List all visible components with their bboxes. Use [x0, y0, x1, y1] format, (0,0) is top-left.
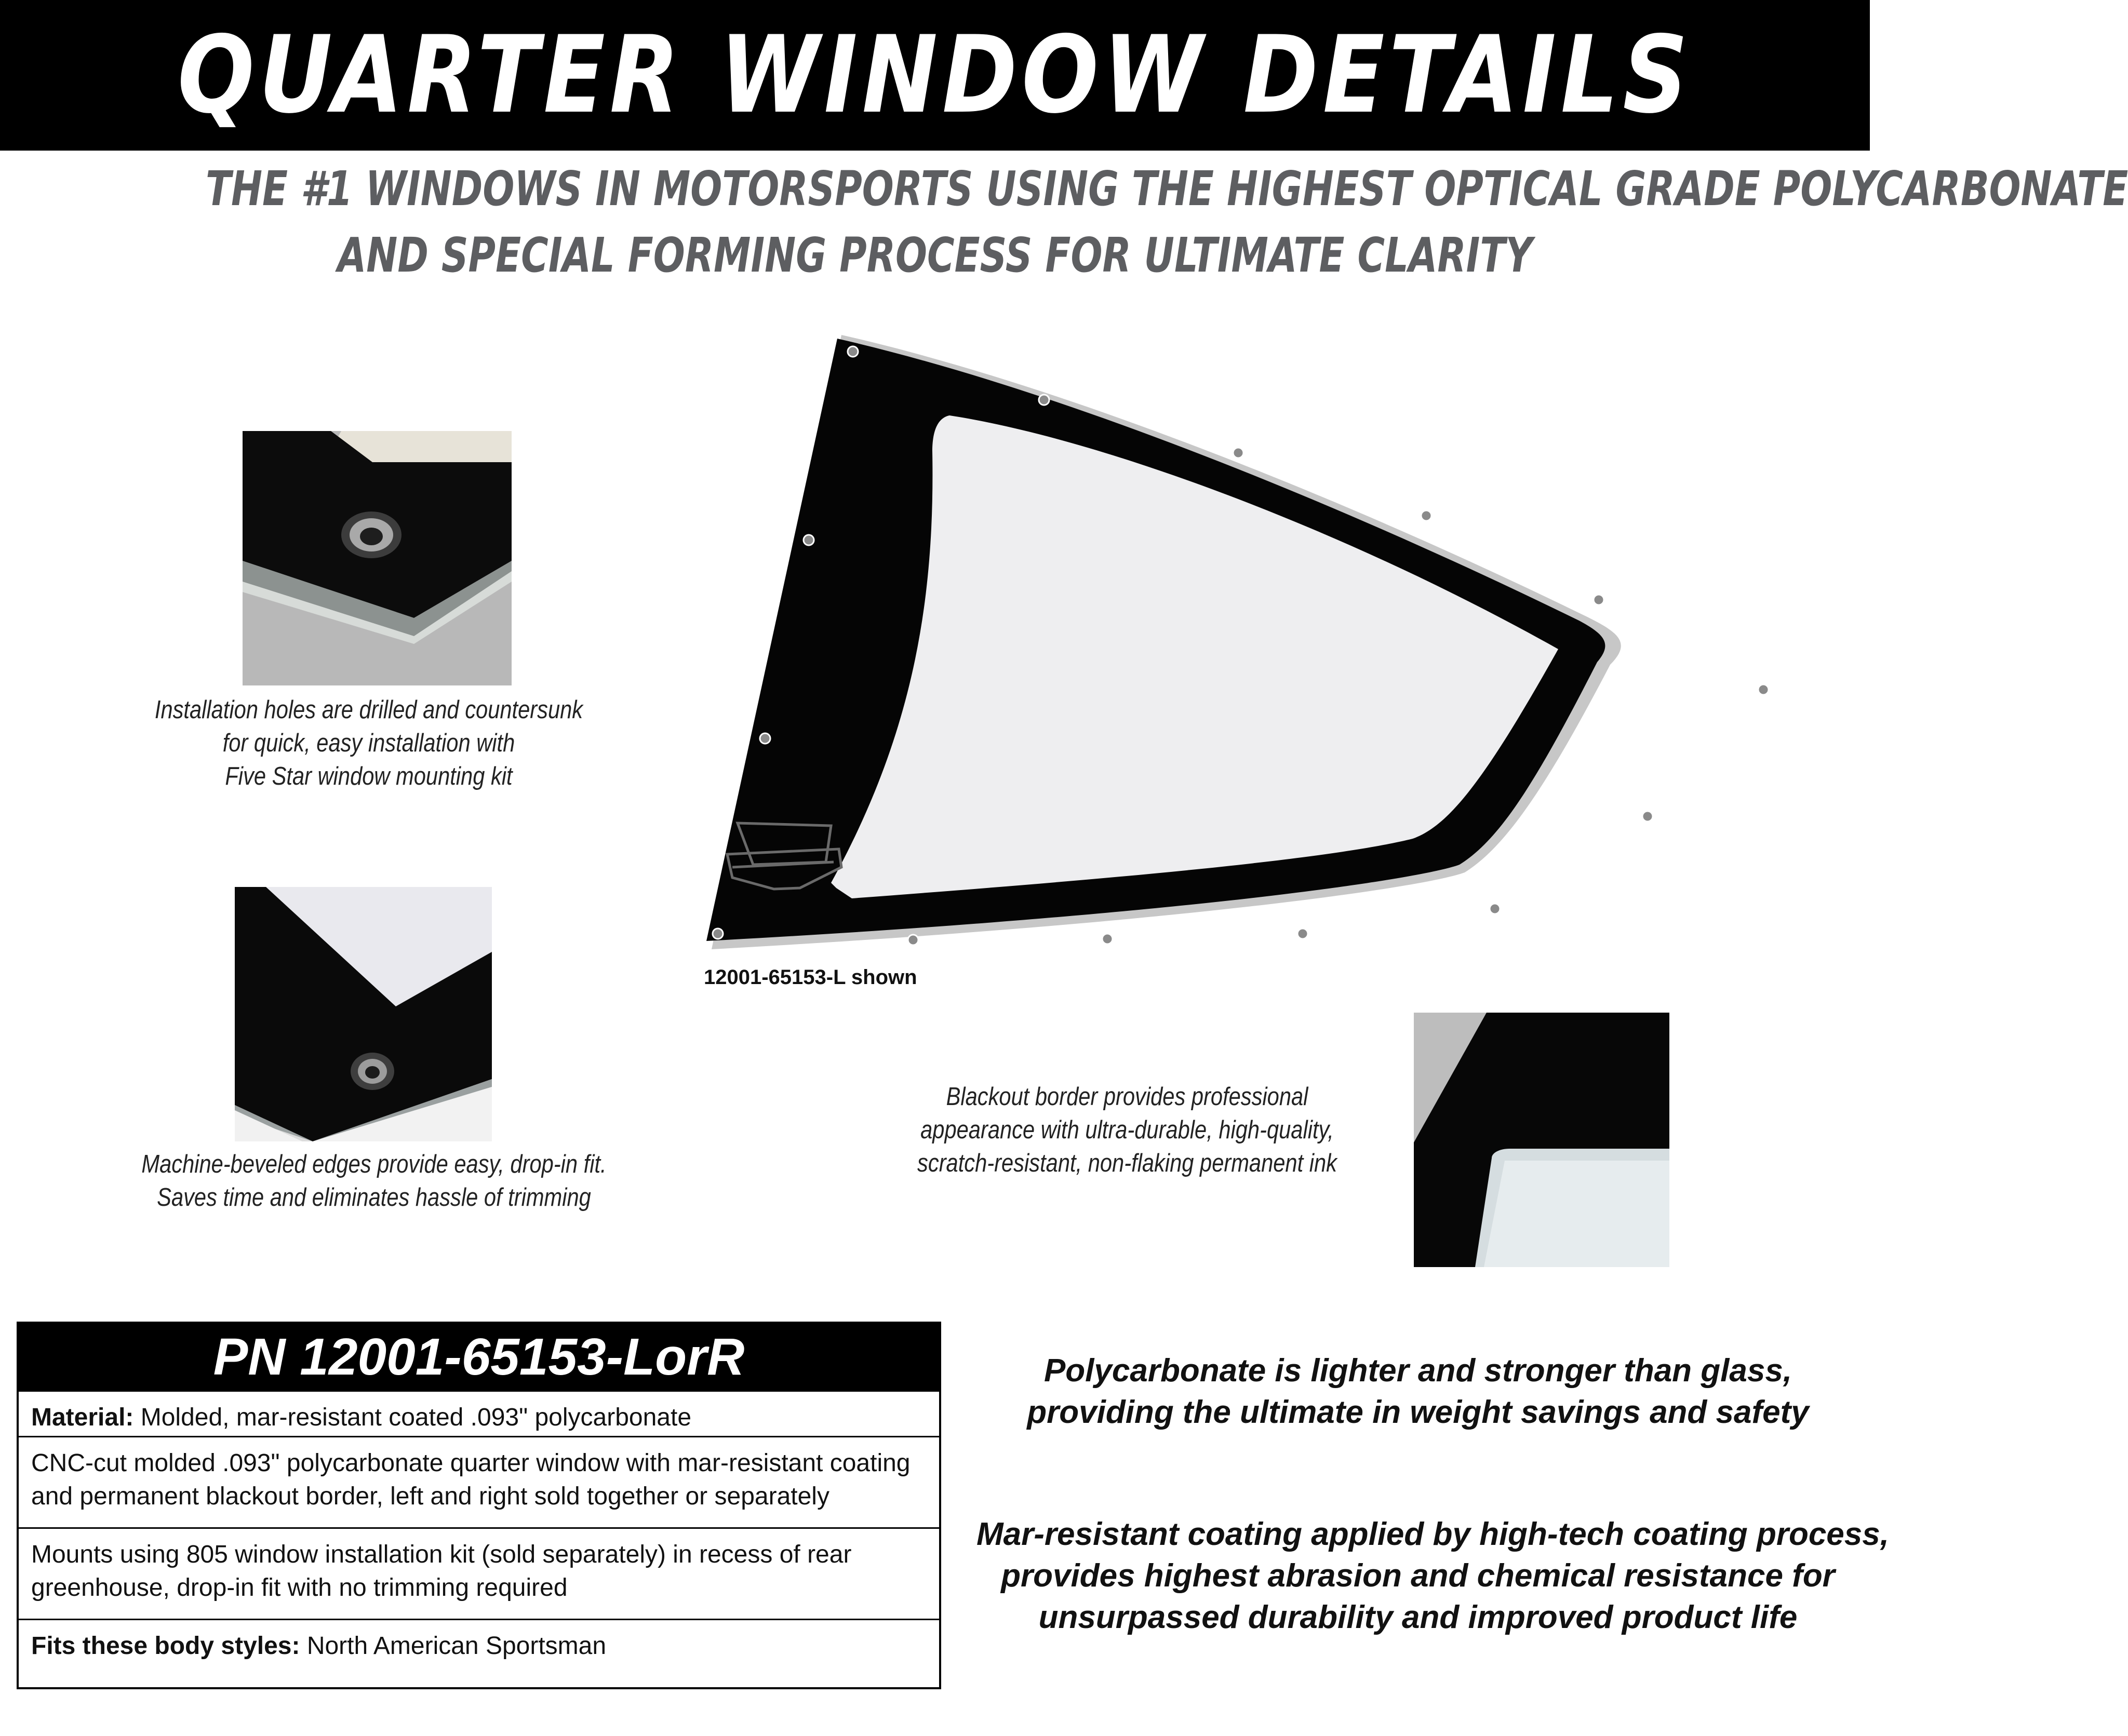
- page-subtitle: [206, 156, 2128, 289]
- caption-blackout-border: Blackout border provides professional appearance with ultra-durable, high-quality, scratch-resistant, non-flaking permanent ink: [917, 1083, 1337, 1177]
- feature-weight-savings: Polycarbonate is lighter and stronger than glass, providing the ultimate in weight savings and safety: [1027, 1353, 1809, 1430]
- caption-installation-holes: Installation holes are drilled and countersunk for quick, easy installation with Five Star window mounting kit: [154, 696, 583, 790]
- subtitle-line: THE #1 WINDOWS IN MOTORSPORTS USING THE HIGHEST OPTICAL GRADE POLYCARBONATE: [206, 161, 2128, 217]
- feature-mar-resistant-coating: Mar-resistant coating applied by high-tech coating process, provides highest abrasion and chemical resistance for unsurpassed durability and improved product life: [976, 1516, 1889, 1635]
- material-value: Molded, mar-resistant coated .093" polycarbonate: [133, 1404, 692, 1431]
- caption-beveled-edges: Machine-beveled edges provide easy, drop-in fit. Saves time and eliminates hassle of trimming: [141, 1150, 607, 1212]
- part-number-header: PN 12001-65153-LorR: [19, 1324, 939, 1390]
- spec-row-mounting: Mounts using 805 window installation kit (sold separately) in recess of rear greenhouse, drop-in fit with no trimming required: [19, 1527, 939, 1619]
- blackout-border-photo: [1414, 1013, 1669, 1267]
- beveled-edge-photo: [235, 887, 492, 1141]
- spec-row-description: CNC-cut molded .093" polycarbonate quarter window with mar-resistant coating and permanent blackout border, left and right sold together or separately: [19, 1436, 939, 1527]
- material-label: Material:: [31, 1404, 134, 1431]
- window-shown-label: 12001-65153-L shown: [704, 966, 917, 989]
- page-title: QUARTER WINDOW DETAILS: [177, 14, 1693, 137]
- fits-value: North American Sportsman: [300, 1632, 607, 1660]
- spec-table: [17, 1322, 941, 1689]
- spec-row-material: [19, 1390, 939, 1436]
- spec-row-fits: [19, 1619, 939, 1687]
- countersunk-hole-photo: [243, 431, 512, 685]
- quarter-window-illustration: [696, 327, 1797, 961]
- subtitle-line: AND SPECIAL FORMING PROCESS FOR ULTIMATE CLARITY: [337, 227, 1533, 283]
- header-banner: [0, 0, 1870, 151]
- fits-label: Fits these body styles:: [31, 1632, 300, 1660]
